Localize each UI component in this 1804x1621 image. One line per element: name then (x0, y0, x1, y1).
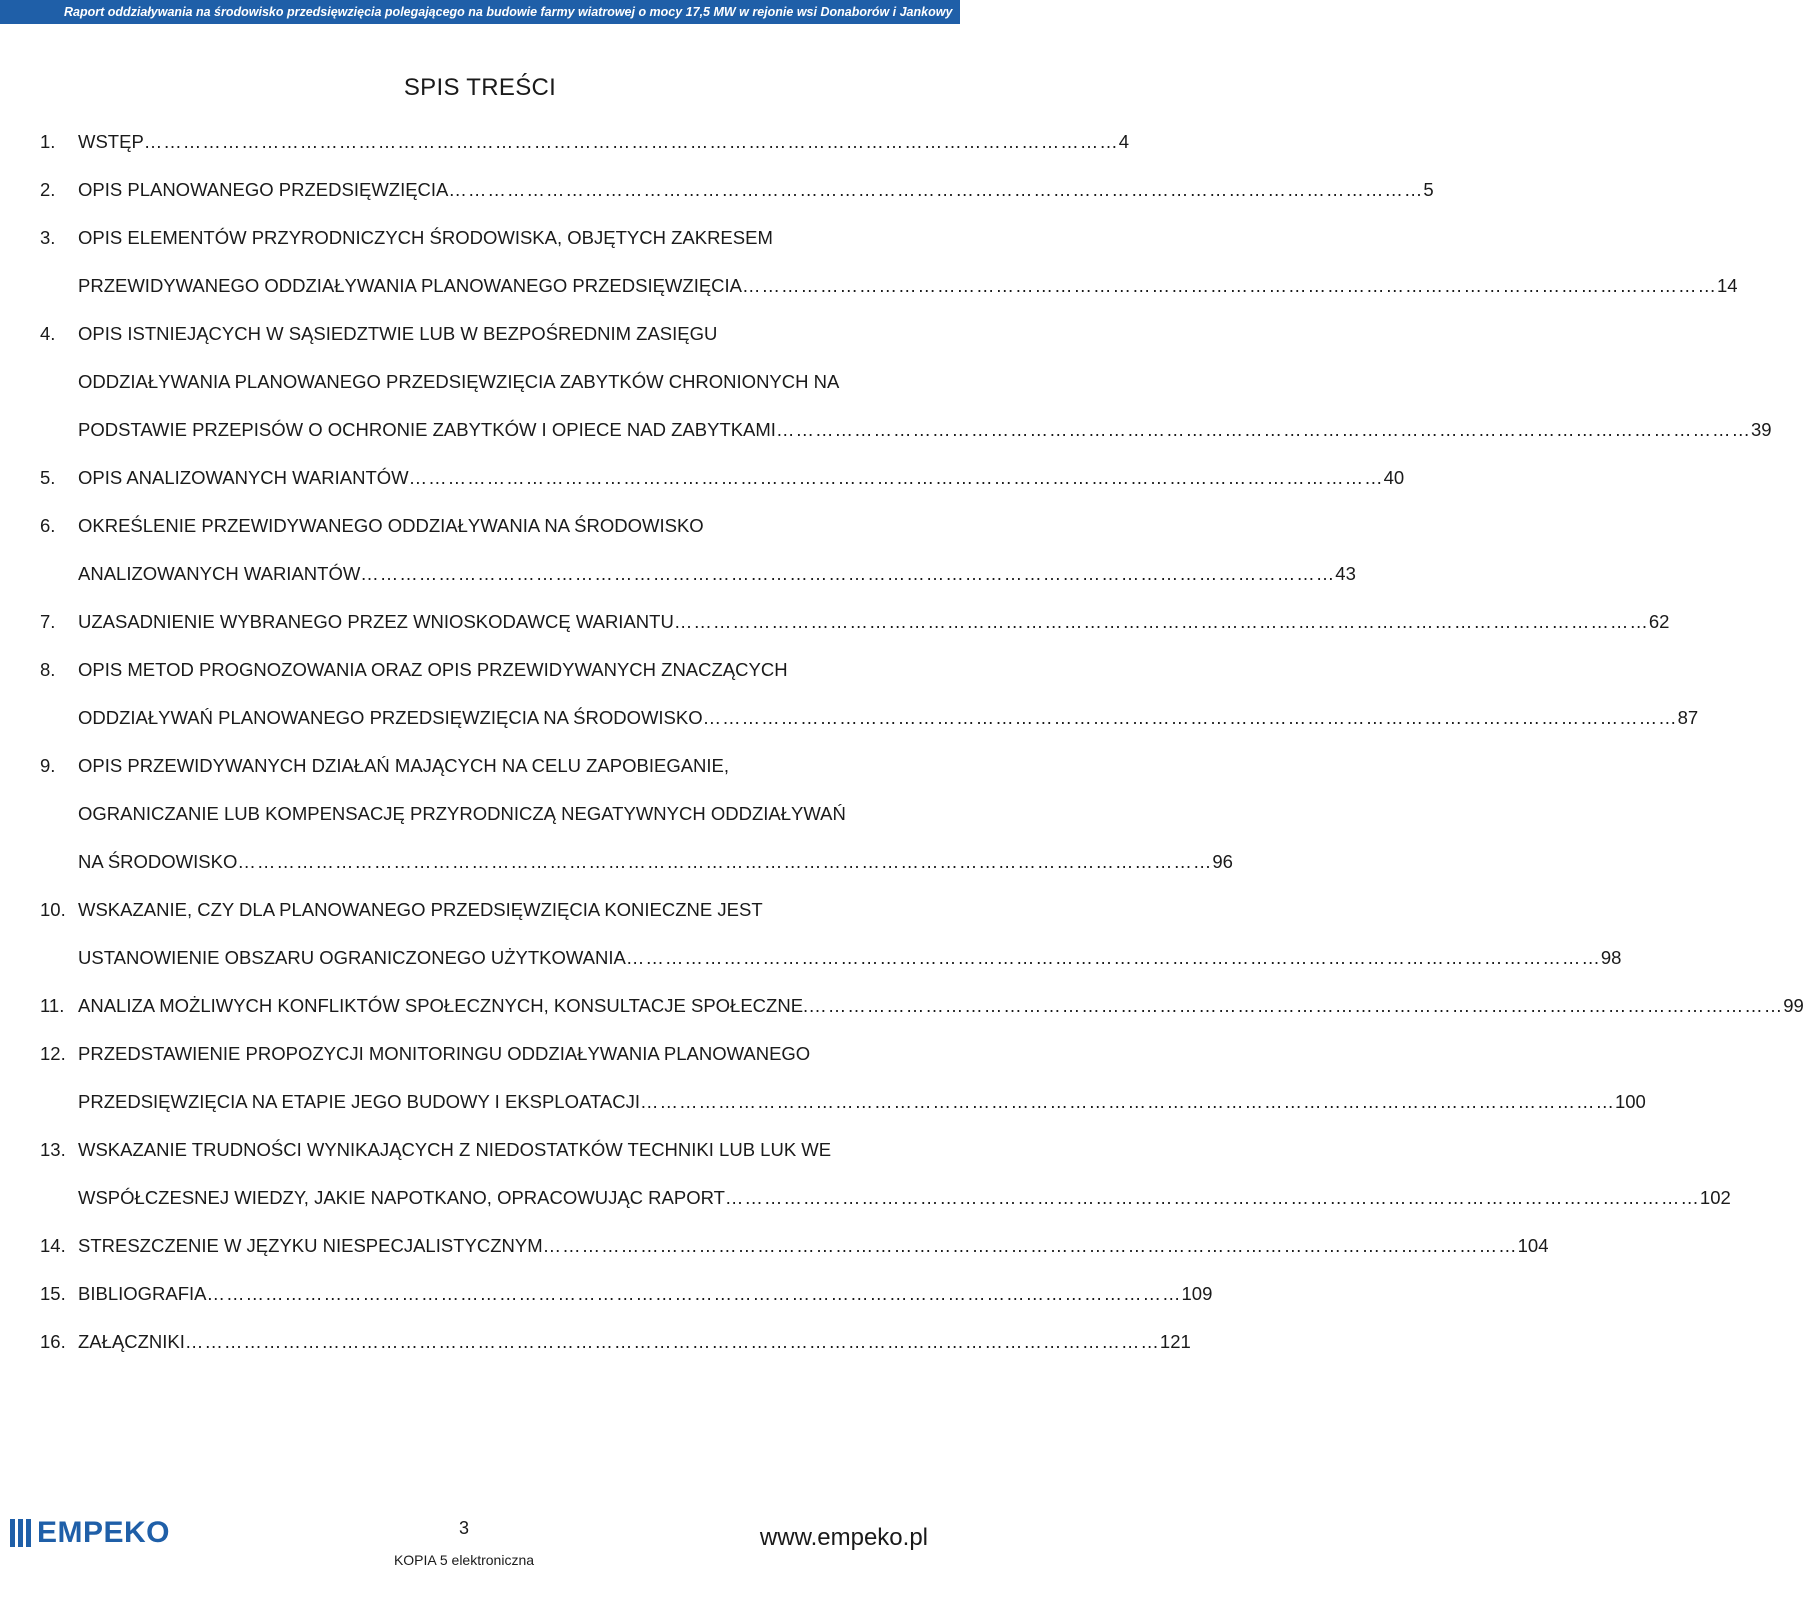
toc-entry-title: OPIS ISTNIEJĄCYCH W SĄSIEDZTWIE LUB W BEZPOŚREDNIM ZASIĘGU (78, 323, 718, 344)
toc-entry-number: 12. (40, 1043, 66, 1064)
leader-dots (185, 1318, 1160, 1366)
leader-dots (448, 166, 1423, 214)
toc-entry-number: 11. (40, 995, 65, 1016)
toc-entry[interactable] (40, 1318, 1191, 1366)
toc-entry[interactable] (40, 1222, 1549, 1270)
toc-entry-page: 104 (1517, 1235, 1549, 1256)
toc-entry-page: 62 (1648, 611, 1670, 632)
toc-title (0, 74, 960, 102)
toc-entry[interactable] (40, 118, 1130, 166)
toc-entry-number: 5. (40, 467, 56, 488)
leader-dots (144, 118, 1119, 166)
toc-entry-title: PRZEDSIĘWZIĘCIA NA ETAPIE JEGO BUDOWY I EKSPLOATACJI (78, 1091, 640, 1112)
toc-entry[interactable] (40, 166, 1434, 214)
toc-entry[interactable] (40, 1030, 1646, 1126)
toc-entry-number: 15. (40, 1283, 66, 1304)
leader-dots (237, 838, 1212, 886)
logo-text: EMPEKO (37, 1516, 171, 1549)
toc-entry[interactable] (40, 310, 1772, 454)
leader-dots (409, 454, 1384, 502)
leader-dots (808, 982, 1783, 1030)
leader-dots (640, 1078, 1615, 1126)
website-link[interactable]: www.empeko.pl (759, 1524, 928, 1551)
toc-entry-title: OKREŚLENIE PRZEWIDYWANEGO ODDZIAŁYWANIA NA ŚRODOWISKO (78, 515, 704, 536)
toc-entry[interactable] (40, 742, 1233, 886)
toc-entry[interactable] (40, 1270, 1213, 1318)
toc-entry-title: OGRANICZANIE LUB KOMPENSACJĘ PRZYRODNICZĄ NEGATYWNYCH ODDZIAŁYWAŃ (78, 803, 846, 824)
toc-entry-number: 10. (40, 899, 66, 920)
page-number: 3 (458, 1518, 469, 1538)
toc-entry-title: BIBLIOGRAFIA (78, 1283, 207, 1304)
toc-entry-title: NA ŚRODOWISKO (78, 851, 238, 872)
toc-entry-title: ZAŁĄCZNIKI (78, 1331, 185, 1352)
toc-entry-title: STRESZCZENIE W JĘZYKU NIESPECJALISTYCZNYM (78, 1235, 543, 1256)
toc-entry-title: WSKAZANIE, CZY DLA PLANOWANEGO PRZEDSIĘWZIĘCIA KONIECZNE JEST (78, 899, 763, 920)
toc-entry-title: ANALIZOWANYCH WARIANTÓW (78, 563, 361, 584)
toc-entry-title: ANALIZA MOŻLIWYCH KONFLIKTÓW SPOŁECZNYCH, KONSULTACJE SPOŁECZNE. (78, 995, 809, 1016)
toc-entry-number: 6. (40, 515, 56, 536)
leader-dots (703, 694, 1678, 742)
toc-entry-title: OPIS PRZEWIDYWANYCH DZIAŁAŃ MAJĄCYCH NA CELU ZAPOBIEGANIE, (78, 755, 730, 776)
header-text: Raport oddziaływania na środowisko przedsięwzięcia polegającego na budowie farmy wiatrowej o mocy 17,5 MW w rejonie wsi Donaborów i Jankowy (64, 5, 953, 19)
toc-entry-title: WSPÓŁCZESNEJ WIEDZY, JAKIE NAPOTKANO, OPRACOWUJĄC RAPORT (78, 1187, 725, 1208)
toc-entry-title: WSKAZANIE TRUDNOŚCI WYNIKAJĄCYCH Z NIEDOSTATKÓW TECHNIKI LUB LUK WE (78, 1139, 832, 1160)
toc-entry-page: 40 (1383, 467, 1405, 488)
toc-entry-page: 87 (1677, 707, 1699, 728)
toc-entry[interactable] (40, 982, 1804, 1030)
toc-entry-number: 14. (40, 1235, 66, 1256)
toc-entry-number: 13. (40, 1139, 66, 1160)
toc-entry[interactable] (40, 646, 1699, 742)
leader-dots (742, 262, 1717, 310)
toc-entry[interactable] (40, 502, 1356, 598)
leader-dots (207, 1270, 1182, 1318)
toc-entry-number: 1. (40, 131, 56, 152)
toc-entry-page: 121 (1159, 1331, 1191, 1352)
toc-entry-page: 98 (1600, 947, 1622, 968)
toc-entry-page: 96 (1212, 851, 1233, 872)
toc-entry-number: 7. (40, 611, 56, 632)
toc-entry-page: 109 (1181, 1283, 1213, 1304)
toc-entry-title: PRZEWIDYWANEGO ODDZIAŁYWANIA PLANOWANEGO PRZEDSIĘWZIĘCIA (78, 275, 743, 296)
toc-entry-page: 39 (1750, 419, 1772, 440)
copy-label: KOPIA 5 elektroniczna (393, 1552, 535, 1568)
toc-entry-title: ODDZIAŁYWANIA PLANOWANEGO PRZEDSIĘWZIĘCIA ZABYTKÓW CHRONIONYCH NA (78, 371, 840, 392)
leader-dots (776, 406, 1751, 454)
toc-entry-title: OPIS PLANOWANEGO PRZEDSIĘWZIĘCIA (78, 179, 449, 200)
toc-entry-title: PRZEDSTAWIENIE PROPOZYCJI MONITORINGU ODDZIAŁYWANIA PLANOWANEGO (78, 1043, 811, 1064)
toc-entry-page: 14 (1717, 275, 1738, 296)
leader-dots (360, 550, 1335, 598)
toc-entry-title: WSTĘP (78, 131, 144, 152)
toc-entry-page: 99 (1783, 995, 1804, 1016)
toc-entry-page: 100 (1614, 1091, 1646, 1112)
toc-entry-number: 9. (40, 755, 56, 776)
leader-dots (725, 1174, 1700, 1222)
toc-entry-title: ODDZIAŁYWAŃ PLANOWANEGO PRZEDSIĘWZIĘCIA NA ŚRODOWISKO (78, 707, 703, 728)
toc-entry-title: OPIS ANALIZOWANYCH WARIANTÓW (78, 467, 409, 488)
document-header (0, 0, 960, 24)
toc-entry-page: 102 (1699, 1187, 1731, 1208)
toc-entry-title: UZASADNIENIE WYBRANEGO PRZEZ WNIOSKODAWCĘ WARIANTU (78, 611, 674, 632)
toc-entry[interactable] (40, 454, 1405, 502)
toc-entry-number: 8. (40, 659, 56, 680)
toc-entry[interactable] (40, 1126, 1731, 1222)
toc-entry-number: 16. (40, 1331, 66, 1352)
leader-dots (626, 934, 1601, 982)
toc-entry-title: OPIS METOD PROGNOZOWANIA ORAZ OPIS PRZEWIDYWANYCH ZNACZĄCYCH (78, 659, 788, 680)
toc-entry-title: OPIS ELEMENTÓW PRZYRODNICZYCH ŚRODOWISKA, OBJĘTYCH ZAKRESEM (78, 227, 773, 248)
toc-entry-number: 3. (40, 227, 56, 248)
toc-title-text: SPIS TREŚCI (403, 74, 557, 101)
toc-entry-page: 4 (1118, 131, 1130, 152)
toc-entry-number: 2. (40, 179, 56, 200)
toc-entry-title: USTANOWIENIE OBSZARU OGRANICZONEGO UŻYTKOWANIA (78, 947, 626, 968)
toc-entry-title: PODSTAWIE PRZEPISÓW O OCHRONIE ZABYTKÓW I OPIECE NAD ZABYTKAMI (78, 419, 776, 440)
toc-entry[interactable] (40, 598, 1670, 646)
toc-entry-number: 4. (40, 323, 56, 344)
toc-entry[interactable] (40, 886, 1622, 982)
toc-entry-page: 5 (1423, 179, 1434, 200)
table-of-contents (40, 118, 1804, 1366)
leader-dots (674, 598, 1649, 646)
leader-dots (543, 1222, 1518, 1270)
toc-entry-page: 43 (1335, 563, 1356, 584)
toc-entry[interactable] (40, 214, 1738, 310)
